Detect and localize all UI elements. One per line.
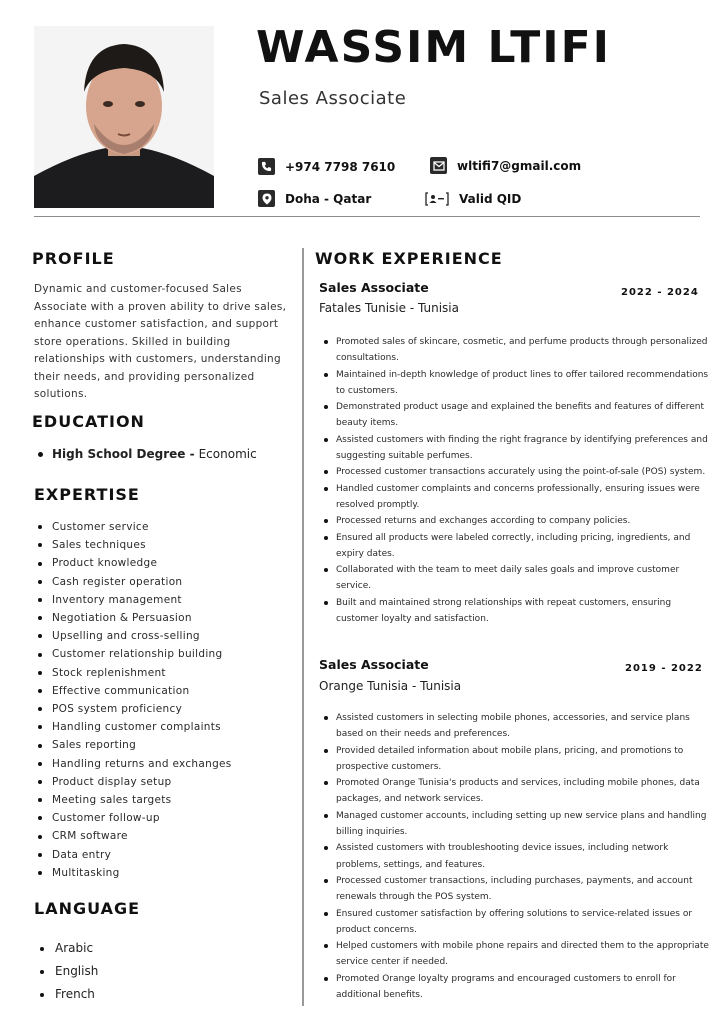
duty-item: Processed customer transactions accurately using the point-of-sale (POS) system. (322, 464, 710, 480)
job-title: Sales Associate (319, 657, 429, 672)
expertise-item: Customer relationship building (38, 645, 232, 663)
contact-location (258, 190, 371, 207)
id-status: Valid QID (459, 191, 522, 206)
duty-item: Handled customer complaints and concerns professionally, ensuring issues were resolved promptly. (322, 481, 710, 514)
duty-item: Collaborated with the team to meet daily sales goals and improve customer service. (322, 562, 710, 595)
education-field: Economic (198, 447, 257, 461)
language-list (40, 937, 98, 1006)
duty-item: Managed customer accounts, including setting up new service plans and handling billing inquiries. (322, 808, 710, 841)
duty-item: Promoted Orange loyalty programs and encouraged customers to enroll for additional benefits. (322, 971, 710, 1004)
job-duties (322, 710, 710, 1003)
email-icon (430, 157, 447, 174)
expertise-item: Upselling and cross-selling (38, 627, 232, 645)
contact-id (425, 190, 521, 207)
expertise-item: Handling returns and exchanges (38, 755, 232, 773)
duty-item: Ensured customer satisfaction by offering solutions to service-related issues or product concerns. (322, 906, 710, 939)
profile-summary: Dynamic and customer-focused Sales Associate with a proven ability to drive sales, enhance customer satisfaction, and support store operations. Skilled in building relationships with customers, understanding their needs, and providing personalized solutions. (34, 283, 287, 400)
phone-number: +974 7798 7610 (285, 159, 396, 174)
job-dates: 2022 - 2024 (621, 287, 699, 298)
education-heading: EDUCATION (32, 412, 145, 431)
location-text: Doha - Qatar (285, 191, 372, 206)
expertise-item: Customer service (38, 518, 232, 536)
candidate-role: Sales Associate (259, 88, 407, 109)
expertise-item: Sales reporting (38, 736, 232, 754)
bullet (38, 452, 43, 457)
contact-phone[interactable] (258, 158, 395, 175)
expertise-item: Handling customer complaints (38, 718, 232, 736)
duty-item: Processed customer transactions, including purchases, payments, and account renewals through the POS system. (322, 873, 710, 906)
duty-item: Promoted Orange Tunisia's products and services, including mobile phones, data packages, and network services. (322, 775, 710, 808)
job-company: Fatales Tunisie - Tunisia (319, 301, 459, 315)
duty-item: Provided detailed information about mobile plans, pricing, and promotions to prospective customers. (322, 743, 710, 776)
language-item: English (40, 960, 98, 983)
duty-item: Helped customers with mobile phone repairs and directed them to the appropriate service center if needed. (322, 938, 710, 971)
expertise-item: Product knowledge (38, 554, 232, 572)
expertise-item: Multitasking (38, 864, 232, 882)
column-divider (302, 248, 304, 1006)
expertise-item: CRM software (38, 827, 232, 845)
phone-icon (258, 158, 275, 175)
job-title: Sales Associate (319, 280, 429, 295)
work-heading: WORK EXPERIENCE (315, 249, 503, 268)
duty-item: Assisted customers in selecting mobile phones, accessories, and service plans based on their needs and preferences. (322, 710, 710, 743)
expertise-item: Product display setup (38, 773, 232, 791)
duty-item: Built and maintained strong relationships with repeat customers, ensuring customer loyalty and satisfaction. (322, 595, 710, 628)
duty-item: Assisted customers with troubleshooting device issues, including network problems, settings, and features. (322, 840, 710, 873)
duty-item: Processed returns and exchanges according to company policies. (322, 513, 710, 529)
expertise-item: Negotiation & Persuasion (38, 609, 232, 627)
expertise-item: Cash register operation (38, 573, 232, 591)
contact-email[interactable] (430, 157, 581, 174)
job-company: Orange Tunisia - Tunisia (319, 679, 462, 693)
expertise-item: Effective communication (38, 682, 232, 700)
id-card-icon (425, 190, 449, 207)
expertise-heading: EXPERTISE (34, 485, 140, 504)
header-divider (34, 216, 700, 217)
profile-photo (34, 26, 214, 208)
expertise-item: Customer follow-up (38, 809, 232, 827)
duty-item: Demonstrated product usage and explained the benefits and features of different beauty items. (322, 399, 710, 432)
location-pin-icon (258, 190, 275, 207)
language-item: French (40, 983, 98, 1006)
duty-item: Promoted sales of skincare, cosmetic, and perfume products through personalized consultations. (322, 334, 710, 367)
expertise-item: Meeting sales targets (38, 791, 232, 809)
expertise-item: Stock replenishment (38, 664, 232, 682)
duty-item: Assisted customers with finding the right fragrance by identifying preferences and suggesting suitable perfumes. (322, 432, 710, 465)
language-item: Arabic (40, 937, 98, 960)
education-degree: High School Degree - (52, 447, 195, 461)
email-address: wltifi7@gmail.com (457, 158, 582, 173)
language-heading: LANGUAGE (34, 899, 141, 918)
expertise-item: POS system proficiency (38, 700, 232, 718)
job-dates: 2019 - 2022 (625, 663, 703, 674)
profile-heading: PROFILE (32, 249, 115, 268)
candidate-name: WASSIM LTIFI (256, 22, 612, 73)
education-item (38, 447, 257, 461)
expertise-item: Data entry (38, 846, 232, 864)
expertise-item: Inventory management (38, 591, 232, 609)
expertise-item: Sales techniques (38, 536, 232, 554)
job-duties (322, 334, 710, 627)
duty-item: Maintained in-depth knowledge of product lines to offer tailored recommendations to customers. (322, 367, 710, 400)
duty-item: Ensured all products were labeled correctly, including pricing, ingredients, and expiry dates. (322, 530, 710, 563)
expertise-list (38, 518, 232, 882)
